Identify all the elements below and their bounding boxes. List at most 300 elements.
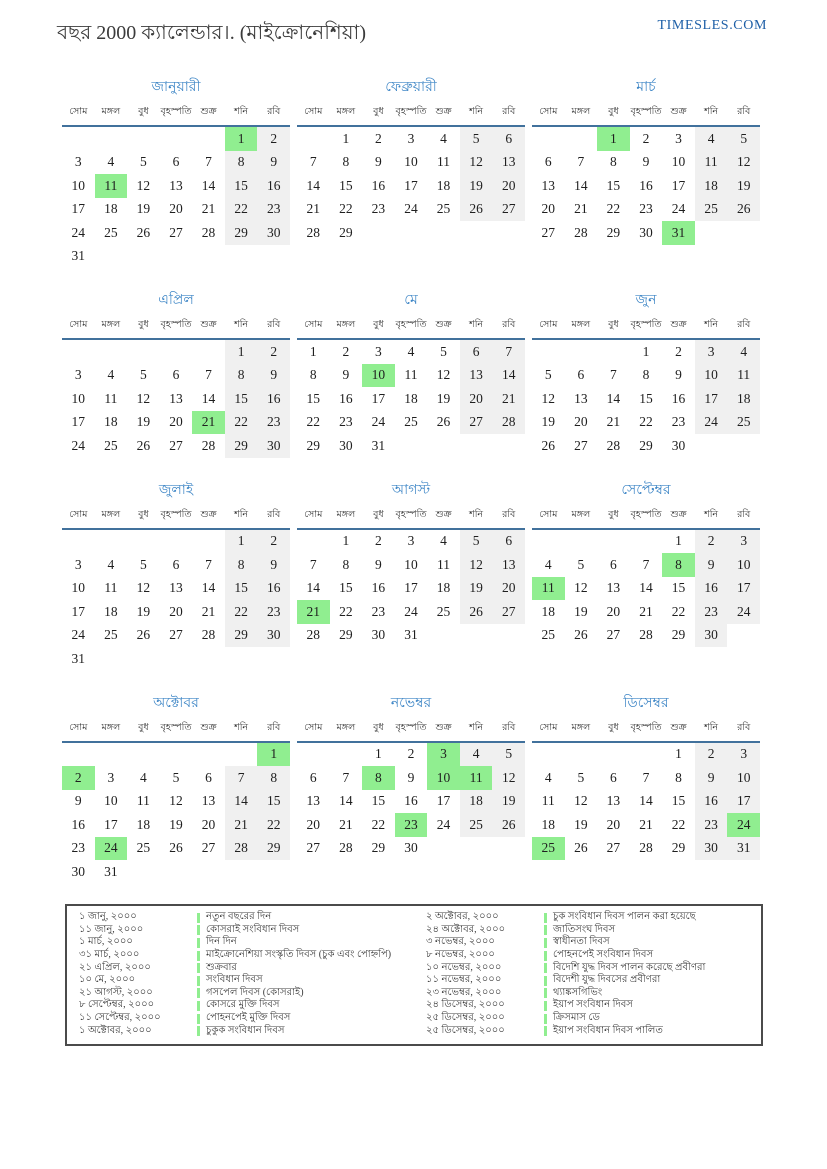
day-cell: 5 (172, 769, 180, 785)
day-cell: 16 (371, 580, 386, 596)
day-cell: 20 (169, 603, 183, 619)
day-cell: 4 (107, 367, 115, 383)
empty-cell (127, 742, 160, 767)
day-cell: 29 (225, 221, 258, 245)
day-cell: 22 (639, 414, 653, 430)
day-cell: 23 (71, 840, 86, 856)
day-cell: 4 (107, 556, 115, 572)
day-cell: 11 (727, 364, 760, 388)
day-cell: 12 (136, 177, 151, 193)
empty-cell (257, 245, 290, 269)
day-cell: 22 (306, 414, 321, 430)
day-cell: 20 (574, 414, 588, 430)
month-11 (297, 691, 525, 861)
day-cell: 13 (306, 793, 321, 809)
day-cell: 27 (169, 437, 183, 453)
empty-cell (192, 860, 225, 884)
day-cell: 23 (371, 603, 386, 619)
day-cell: 4 (440, 130, 447, 146)
day-cell: 17 (71, 201, 86, 217)
empty-cell (460, 624, 493, 648)
day-cell: 14 (306, 580, 321, 596)
holiday-marker-icon (197, 976, 200, 986)
day-cell: 18 (436, 580, 451, 596)
day-cell: 22 (257, 813, 290, 837)
month-title: এপ্রিল (158, 293, 194, 308)
month-grid (532, 508, 760, 648)
weekday-header: মঙ্গল (565, 508, 598, 529)
day-cell: 8 (257, 766, 290, 790)
day-cell: 21 (339, 816, 353, 832)
month-8 (297, 478, 525, 648)
day-cell: 30 (339, 437, 353, 453)
day-cell: 10 (695, 364, 728, 388)
holiday-marker-icon (544, 938, 547, 948)
day-cell: 11 (437, 556, 451, 572)
weekday-header: সোম (62, 508, 95, 529)
empty-cell (395, 434, 428, 458)
day-cell: 16 (404, 793, 418, 809)
day-cell: 1 (309, 343, 317, 359)
weekday-header: শনি (460, 318, 493, 339)
weekday-header: শনি (460, 105, 493, 126)
empty-cell (427, 434, 460, 458)
day-cell: 6 (172, 367, 180, 383)
day-cell: 27 (169, 627, 183, 643)
empty-cell (297, 126, 330, 151)
month-7 (62, 478, 290, 671)
day-cell: 23 (257, 600, 290, 624)
day-cell: 17 (71, 603, 86, 619)
holiday-marker-icon (197, 938, 200, 948)
weekday-header: বৃহস্পতি (630, 721, 663, 742)
day-cell: 17 (104, 816, 118, 832)
weekday-header: সোম (297, 508, 330, 529)
empty-cell (95, 245, 128, 269)
day-cell: 3 (407, 130, 415, 146)
holiday-name: থ্যাঙ্কসগিভিং (553, 986, 603, 998)
weekday-header: বুধ (362, 721, 395, 742)
day-cell: 9 (375, 556, 382, 572)
holiday-date: ১১ জানু, ২০০০ (79, 923, 144, 935)
day-cell: 31 (371, 437, 386, 453)
day-cell: 22 (225, 600, 258, 624)
holiday-date: ২৫ ডিসেম্বর, ২০০০ (426, 1012, 505, 1024)
day-cell: 27 (460, 411, 493, 435)
day-cell: 17 (671, 177, 686, 193)
day-cell: 31 (71, 650, 86, 666)
day-cell: 9 (257, 553, 290, 577)
holiday-name: নতুন বছরের দিন (206, 911, 272, 923)
empty-cell (95, 126, 128, 151)
day-cell: 5 (140, 154, 147, 170)
holiday-name: বিদেশি যুদ্ধ দিবস পালন করেছে প্রবীণরা (553, 961, 706, 973)
day-cell: 18 (404, 390, 418, 406)
empty-cell (565, 529, 598, 554)
day-cell: 26 (727, 198, 760, 222)
day-cell: 31 (404, 627, 418, 643)
empty-cell (62, 126, 95, 151)
holiday-marker-icon (544, 1026, 547, 1036)
weekday-header: বুধ (597, 721, 630, 742)
day-cell: 30 (639, 224, 653, 240)
day-cell: 2 (342, 343, 350, 359)
weekday-header: মঙ্গল (565, 318, 598, 339)
day-cell: 4 (407, 343, 415, 359)
day-cell: 21 (639, 816, 653, 832)
day-cell: 8 (342, 556, 350, 572)
day-cell: 2 (642, 130, 650, 146)
day-cell: 30 (695, 624, 728, 648)
empty-cell (225, 647, 258, 671)
day-cell: 12 (574, 793, 588, 809)
empty-cell (492, 221, 525, 245)
day-cell: 18 (541, 816, 556, 832)
weekday-header: সোম (532, 508, 565, 529)
day-cell: 13 (169, 177, 183, 193)
day-cell: 8 (309, 367, 317, 383)
day-cell: 28 (306, 224, 321, 240)
weekday-header: বৃহস্পতি (630, 508, 663, 529)
day-cell: 26 (541, 437, 556, 453)
day-cell: 14 (639, 580, 653, 596)
day-cell: 15 (606, 177, 621, 193)
holiday-marker-icon (197, 988, 200, 998)
holiday-date: ২৪ অক্টোবর, ২০০০ (426, 923, 506, 935)
day-cell: 28 (339, 840, 353, 856)
day-cell: 1 (675, 746, 682, 762)
empty-cell (597, 742, 630, 767)
day-cell: 22 (225, 198, 258, 222)
weekday-header: শনি (695, 508, 728, 529)
day-cell: 20 (201, 816, 216, 832)
day-cell: 9 (407, 769, 415, 785)
empty-cell (565, 742, 598, 767)
empty-cell (565, 126, 598, 151)
legend-column-left (67, 912, 414, 1038)
empty-cell (330, 742, 363, 767)
holiday-name: ইয়াপ সংবিধান দিবস (553, 999, 633, 1011)
day-cell: 15 (339, 177, 353, 193)
day-cell: 8 (225, 151, 258, 175)
empty-cell (62, 529, 95, 554)
month-title: মার্চ (636, 80, 656, 95)
weekday-header: শুক্র (192, 318, 225, 339)
month-title: ডিসেম্বর (623, 695, 669, 711)
day-cell: 16 (695, 790, 728, 814)
day-cell: 19 (136, 603, 151, 619)
empty-cell (532, 126, 565, 151)
day-cell: 2 (257, 339, 290, 364)
day-cell: 3 (375, 343, 382, 359)
day-cell: 14 (574, 177, 588, 193)
day-cell: 7 (309, 154, 317, 170)
holiday-name: কোসরে মুক্তি দিবস (206, 999, 280, 1011)
day-cell: 4 (460, 742, 493, 767)
day-cell: 13 (574, 390, 588, 406)
day-cell: 20 (460, 387, 493, 411)
day-cell: 8 (362, 766, 395, 790)
day-cell: 9 (342, 367, 350, 383)
day-cell: 7 (610, 367, 617, 383)
month-grid (62, 508, 290, 671)
day-cell: 17 (371, 390, 386, 406)
day-cell: 8 (662, 553, 695, 577)
holiday-marker-icon (197, 1001, 200, 1011)
day-cell: 12 (492, 766, 525, 790)
day-cell: 17 (436, 793, 451, 809)
day-cell: 14 (201, 580, 216, 596)
weekday-header: রবি (492, 721, 525, 742)
holiday-marker-icon (197, 913, 200, 923)
day-cell: 26 (136, 224, 151, 240)
empty-cell (127, 126, 160, 151)
weekday-header: বৃহস্পতি (395, 318, 428, 339)
month-2 (297, 75, 525, 245)
weekday-header: রবি (727, 105, 760, 126)
day-cell: 11 (437, 154, 451, 170)
weekday-header: বুধ (127, 105, 160, 126)
day-cell: 9 (695, 553, 728, 577)
day-cell: 25 (136, 840, 151, 856)
day-cell: 1 (225, 529, 258, 554)
day-cell: 8 (225, 364, 258, 388)
day-cell: 15 (639, 390, 653, 406)
day-cell: 19 (460, 174, 493, 198)
day-cell: 24 (71, 224, 86, 240)
day-cell: 4 (544, 556, 552, 572)
day-cell: 28 (639, 627, 653, 643)
day-cell: 27 (492, 600, 525, 624)
empty-cell (160, 245, 193, 269)
day-cell: 21 (306, 201, 321, 217)
day-cell: 15 (339, 580, 353, 596)
day-cell: 22 (371, 816, 386, 832)
day-cell: 27 (574, 437, 588, 453)
month-grid (297, 105, 525, 245)
day-cell: 19 (136, 201, 151, 217)
empty-cell (695, 221, 728, 245)
weekday-header: শুক্র (427, 105, 460, 126)
empty-cell (192, 647, 225, 671)
site-link[interactable]: TIMESLES.COM (657, 18, 767, 33)
day-cell: 15 (225, 577, 258, 601)
holiday-name: চুকুক সংবিধান দিবস (206, 1024, 285, 1036)
day-cell: 27 (169, 224, 183, 240)
day-cell: 20 (606, 603, 621, 619)
day-cell: 2 (407, 746, 415, 762)
day-cell: 11 (460, 766, 493, 790)
day-cell: 11 (541, 793, 555, 809)
weekday-header: বৃহস্পতি (160, 721, 193, 742)
day-cell: 21 (297, 600, 330, 624)
day-cell: 4 (544, 769, 552, 785)
empty-cell (225, 742, 258, 767)
day-cell: 7 (205, 556, 212, 572)
empty-cell (192, 245, 225, 269)
holiday-marker-icon (544, 951, 547, 961)
empty-cell (160, 126, 193, 151)
holiday-date: ২৩ নভেম্বর, ২০০০ (426, 986, 502, 998)
year-calendar-grid (62, 75, 827, 884)
day-cell: 6 (172, 556, 180, 572)
day-cell: 25 (404, 414, 418, 430)
month-title: জানুয়ারী (151, 80, 201, 95)
legend-row (414, 1025, 761, 1038)
day-cell: 14 (639, 793, 653, 809)
day-cell: 29 (225, 434, 258, 458)
day-cell: 25 (460, 813, 493, 837)
day-cell: 8 (225, 553, 258, 577)
weekday-header: বুধ (127, 508, 160, 529)
day-cell: 11 (95, 174, 128, 198)
day-cell: 2 (375, 533, 382, 549)
day-cell: 17 (727, 577, 760, 601)
day-cell: 14 (492, 364, 525, 388)
day-cell: 22 (671, 603, 686, 619)
day-cell: 30 (71, 863, 86, 879)
weekday-header: বুধ (597, 508, 630, 529)
day-cell: 2 (675, 343, 682, 359)
weekday-header: শনি (695, 105, 728, 126)
weekday-header: মঙ্গল (330, 105, 363, 126)
day-cell: 28 (606, 437, 621, 453)
day-cell: 3 (727, 742, 760, 767)
day-cell: 18 (460, 790, 493, 814)
weekday-header: শনি (695, 318, 728, 339)
holiday-name: গসপেল দিবস (কোসরাই) (206, 986, 304, 998)
day-cell: 20 (492, 174, 525, 198)
day-cell: 31 (727, 837, 760, 861)
day-cell: 19 (436, 390, 451, 406)
day-cell: 6 (309, 769, 317, 785)
day-cell: 26 (460, 198, 493, 222)
day-cell: 7 (492, 339, 525, 364)
day-cell: 8 (675, 769, 682, 785)
day-cell: 25 (532, 837, 565, 861)
page-title: বছর 2000 ক্যালেন্ডার।. (মাইক্রোনেশিয়া) (57, 22, 367, 44)
weekday-header: বৃহস্পতি (395, 721, 428, 742)
weekday-header: বুধ (597, 318, 630, 339)
day-cell: 31 (71, 248, 86, 264)
holiday-date: ২৪ ডিসেম্বর, ২০০০ (426, 999, 505, 1011)
day-cell: 19 (574, 816, 588, 832)
day-cell: 9 (375, 154, 382, 170)
day-cell: 11 (695, 151, 728, 175)
day-cell: 3 (727, 529, 760, 554)
month-4 (62, 288, 290, 458)
day-cell: 21 (225, 813, 258, 837)
empty-cell (257, 647, 290, 671)
day-cell: 15 (671, 580, 686, 596)
weekday-header: শনি (695, 721, 728, 742)
empty-cell (95, 742, 128, 767)
day-cell: 29 (339, 224, 353, 240)
holiday-name: সংবিধান দিবস (206, 974, 263, 986)
day-cell: 25 (104, 224, 118, 240)
day-cell: 1 (342, 130, 350, 146)
day-cell: 3 (74, 367, 82, 383)
day-cell: 10 (71, 390, 86, 406)
month-10 (62, 691, 290, 884)
empty-cell (297, 529, 330, 554)
day-cell: 3 (74, 154, 82, 170)
month-3 (532, 75, 760, 245)
weekday-header: মঙ্গল (330, 508, 363, 529)
weekday-header: বুধ (362, 508, 395, 529)
weekday-header: শুক্র (192, 508, 225, 529)
day-cell: 13 (492, 553, 525, 577)
weekday-header: সোম (297, 318, 330, 339)
day-cell: 15 (371, 793, 386, 809)
weekday-header: সোম (297, 721, 330, 742)
day-cell: 20 (169, 201, 183, 217)
month-title: মে (404, 293, 418, 308)
day-cell: 24 (404, 603, 418, 619)
day-cell: 7 (225, 766, 258, 790)
weekday-header: শুক্র (662, 721, 695, 742)
day-cell: 3 (675, 130, 682, 146)
empty-cell (427, 221, 460, 245)
empty-cell (427, 837, 460, 861)
day-cell: 22 (225, 411, 258, 435)
day-cell: 7 (577, 154, 585, 170)
day-cell: 12 (727, 151, 760, 175)
day-cell: 3 (107, 769, 115, 785)
month-1 (62, 75, 290, 268)
day-cell: 5 (140, 556, 147, 572)
day-cell: 11 (532, 577, 565, 601)
day-cell: 27 (541, 224, 556, 240)
day-cell: 19 (727, 174, 760, 198)
holiday-marker-icon (544, 1014, 547, 1024)
day-cell: 30 (404, 840, 418, 856)
day-cell: 29 (257, 837, 290, 861)
empty-cell (160, 529, 193, 554)
day-cell: 5 (460, 126, 493, 151)
day-cell: 28 (225, 837, 258, 861)
empty-cell (427, 624, 460, 648)
day-cell: 13 (169, 390, 183, 406)
empty-cell (225, 860, 258, 884)
month-title: জুন (635, 293, 657, 308)
weekday-header: রবি (257, 508, 290, 529)
day-cell: 23 (639, 201, 653, 217)
day-cell: 4 (727, 339, 760, 364)
weekday-header: শনি (225, 318, 258, 339)
weekday-header: শুক্র (427, 721, 460, 742)
empty-cell (160, 647, 193, 671)
day-cell: 23 (671, 414, 686, 430)
day-cell: 6 (544, 154, 552, 170)
day-cell: 1 (375, 746, 382, 762)
month-title: ফেব্রুয়ারী (385, 80, 437, 95)
month-grid (297, 318, 525, 458)
day-cell: 7 (642, 769, 650, 785)
day-cell: 2 (62, 766, 95, 790)
day-cell: 28 (492, 411, 525, 435)
weekday-header: মঙ্গল (95, 508, 128, 529)
month-5 (297, 288, 525, 458)
day-cell: 25 (436, 603, 451, 619)
day-cell: 16 (257, 577, 290, 601)
day-cell: 6 (172, 154, 180, 170)
holiday-name: শুক্রবার (206, 961, 237, 973)
day-cell: 22 (339, 603, 353, 619)
day-cell: 29 (306, 437, 321, 453)
empty-cell (225, 245, 258, 269)
day-cell: 5 (544, 367, 552, 383)
